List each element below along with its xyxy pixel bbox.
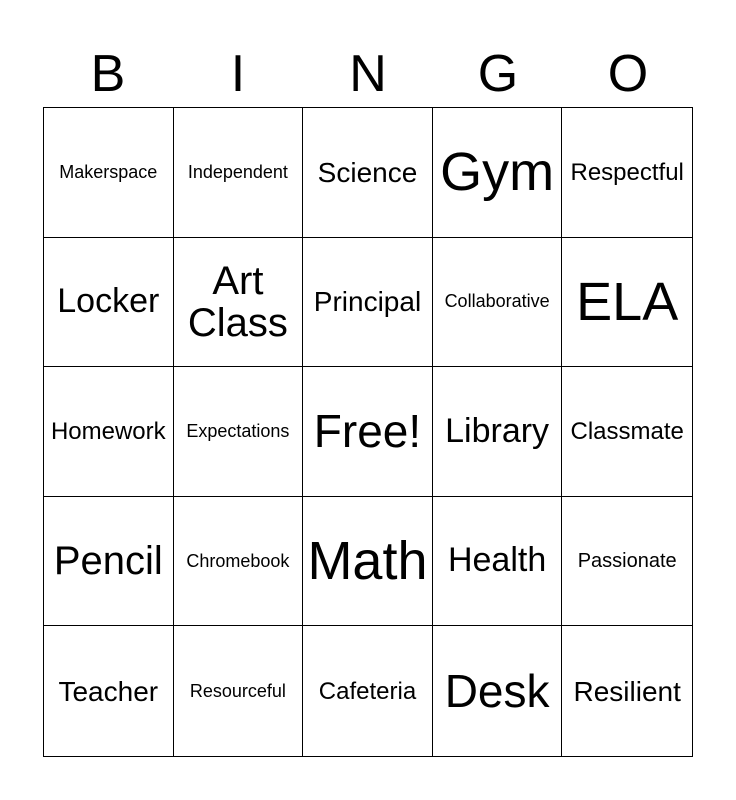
bingo-cell[interactable]: Science <box>303 108 433 238</box>
bingo-cell[interactable]: Desk <box>433 626 563 756</box>
bingo-cell[interactable]: Teacher <box>44 626 174 756</box>
header-letter-g: G <box>477 45 519 103</box>
bingo-cell[interactable]: Homework <box>44 367 174 497</box>
bingo-cell[interactable]: Classmate <box>562 367 692 497</box>
bingo-cell[interactable]: Locker <box>44 238 174 368</box>
bingo-board <box>43 107 693 757</box>
bingo-cell[interactable]: Gym <box>433 108 563 238</box>
bingo-cell[interactable]: Chromebook <box>174 497 304 627</box>
header-letter-i: I <box>230 45 246 103</box>
bingo-cell[interactable]: Principal <box>303 238 433 368</box>
header-letter-o: O <box>607 45 649 103</box>
header-letter-b: B <box>90 45 126 103</box>
bingo-cell[interactable]: Expectations <box>174 367 304 497</box>
bingo-cell[interactable]: Resilient <box>573 675 681 707</box>
header-letter-n: N <box>349 45 387 103</box>
bingo-cell[interactable]: ELA <box>562 238 692 368</box>
bingo-header <box>43 40 693 108</box>
bingo-cell[interactable]: Math <box>303 497 433 627</box>
bingo-cell[interactable]: Art Class <box>174 238 304 368</box>
bingo-cell[interactable]: Makerspace <box>44 108 174 238</box>
bingo-cell[interactable]: Pencil <box>44 497 174 627</box>
bingo-cell[interactable]: Respectful <box>562 108 692 238</box>
bingo-cell-free[interactable]: Free! <box>303 367 433 497</box>
bingo-cell[interactable]: Cafeteria <box>303 626 433 756</box>
bingo-cell[interactable]: Resourceful <box>174 626 304 756</box>
bingo-cell[interactable]: Health <box>433 497 563 627</box>
bingo-cell[interactable]: Collaborative <box>433 238 563 368</box>
bingo-cell[interactable]: Library <box>433 367 563 497</box>
bingo-cell[interactable]: Independent <box>174 108 304 238</box>
bingo-cell[interactable]: Passionate <box>562 497 692 627</box>
